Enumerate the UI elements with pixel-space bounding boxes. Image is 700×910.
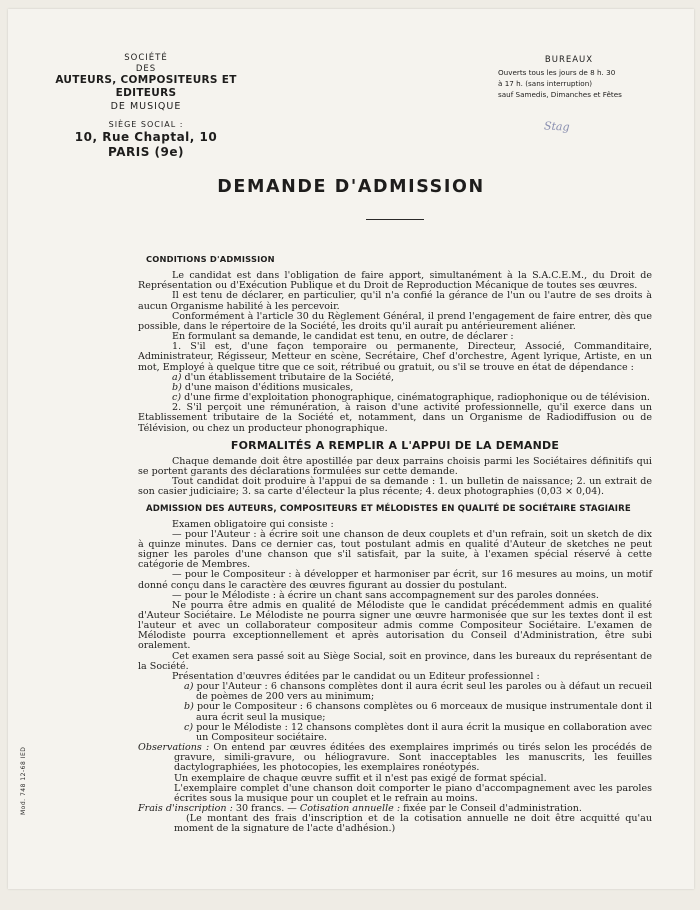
admission-list-item: b) pour le Compositeur : 6 chansons complètes ou 6 morceaux de musique instrumentale dont il aura écrit seul la musique; [184,701,652,723]
conditions-paragraph: Conformément à l'article 30 du Règlement Général, il prend l'engagement de faire entrer, dès que possible, dans le répertoire de la Société, les droits qu'il aurait pu antérieurement aliéner. [138,310,652,332]
conditions-list-item: b) d'une maison d'éditions musicales, [172,381,354,393]
conditions-list-item: c) d'une firme d'exploitation phonographique, cinématographique, radiophonique ou de télévision. [172,392,650,404]
admission-paragraph: Présentation d'œuvres éditées par le candidat ou un Editeur professionnel : [172,670,540,682]
header-address: 10, Rue Chaptal, 10 [74,130,218,145]
office-title: BUREAUX [544,55,594,65]
formalites-paragraph: Chaque demande doit être apostillée par deux parrains choisis parmi les Sociétaires définitifs qui se portent garants des déclarations formulées sur cette demande. [138,455,652,477]
title-divider [366,219,424,220]
conditions-paragraph: 2. S'il perçoit une rémunération, à raison d'une activité professionnelle, qu'il exerce dans un Etablissement tributaire de la Société et, notamment, dans un Organisme de Radiodiffusion ou de Télévision, ou chez un producteur phonographique. [138,402,652,434]
formalites-heading: FORMALITÉS A REMPLIR A L'APPUI DE LA DEMANDE [230,438,560,452]
admission-paragraph: Ne pourra être admis en qualité de Mélodiste que le candidat précédemment admis en qualité d'Auteur Sociétaire. Le Mélodiste ne pourra signer une œuvre harmonisée que sur les textes dont il est l'auteur et avec un collaborateur compositeur admis comme Compositeur Sociétaire. L'examen de Mélodiste pourra exceptionnellement et après autorisation du Conseil d'Administration, être subi oralement. [138,599,652,652]
admission-paragraph: — pour l'Auteur : à écrire soit une chanson de deux couplets et d'un refrain, soit un sketch de dix à quinze minutes. Dans ce dernier cas, tout postulant admis en qualité d'Auteur de sketches ne peut signer les paroles d'une chanson que s'il satisfait, par la suite, à l'examen spécial réservé à cette catégorie de Membres. [138,528,652,571]
conditions-paragraph: 1. S'il est, d'une façon temporaire ou permanente, Directeur, Associé, Commanditaire, Administrateur, Régisseur, Metteur en scène, Secrétaire, Chef d'orchestre, Agent lyrique, Artiste, en un mot, Employé à quelque titre que ce soit, rétribué ou gratuit, ou s'il se trouve en état de dépendance : [138,341,652,373]
contribution-label: Cotisation annuelle : [299,802,401,814]
document-page [8,9,694,889]
admission-paragraph: — pour le Compositeur : à développer et harmoniser par écrit, sur 16 mesures au moins, un motif donné conçu dans le caractère des œuvres figurant au dossier du postulant. [138,569,652,591]
document-body [138,252,652,834]
admission-list-item: c) pour le Mélodiste : 12 chansons complètes dont il aura écrit la musique en collaboration avec un Compositeur sociétaire. [184,721,652,743]
page-title: DEMANDE D'ADMISSION [217,177,485,197]
observations-paragraph: Observations : On entend par œuvres éditées des exemplaires imprimés ou tirés selon les procédés de gravure, simili-gravure, ou héliogravure. Sont inacceptables les manuscrits, les feuilles dactylographiées, les photocopies, les exemplaires ronéotypés. [138,742,652,774]
conditions-paragraph: En formulant sa demande, le candidat est tenu, en outre, de déclarer : [172,331,514,343]
office-hours-line3: sauf Samedis, Dimanches et Fêtes [498,90,622,100]
header-de-musique: DE MUSIQUE [110,100,182,112]
header-society-name: AUTEURS, COMPOSITEURS ET EDITEURS [55,74,237,100]
header-line-societe: SOCIÉTÉ [124,53,168,63]
admission-list-item: a) pour l'Auteur : 6 chansons complètes dont il aura écrit seul les paroles ou à défaut un recueil de poèmes de 200 vers au minimum; [184,681,652,703]
handwritten-stamp: Stag [543,119,570,134]
header-city: PARIS (9e) [108,145,184,160]
admission-paragraph: Examen obligatoire qui consiste : [172,518,334,530]
conditions-heading: CONDITIONS D'ADMISSION [146,254,275,264]
fees-label: Frais d'inscription : [138,802,233,814]
header-line-des: DES [135,63,157,74]
admission-paragraph: Cet examen sera passé soit au Siège Social, soit en province, dans les bureaux du représentant de la Société. [138,650,652,672]
office-hours-block [494,54,664,101]
observations-paragraph: Un exemplaire de chaque œuvre suffit et il n'est pas exigé de format spécial. [174,772,547,784]
society-header [48,53,244,160]
form-code: Mod. 748 12-68 IED [20,746,27,815]
conditions-paragraph: Il est tenu de déclarer, en particulier, qu'il n'a confié la gérance de l'un ou l'autre de ses droits à aucun Organisme habilité à les percevoir. [138,290,652,312]
fees-line: Frais d'inscription : 30 francs. — Cotisation annuelle : fixée par le Conseil d'administration. [138,802,582,814]
observations-label: Observations : [138,742,210,754]
conditions-list-item: a) d'un établissement tributaire de la Société, [172,371,395,383]
conditions-paragraph: Le candidat est dans l'obligation de faire apport, simultanément à la S.A.C.E.M., du Droit de Représentation ou d'Exécution Publique et du Droit de Reproduction Mécanique de toutes ses œuvres. [138,270,652,292]
admission-heading: ADMISSION DES AUTEURS, COMPOSITEURS ET MÉLODISTES EN QUALITÉ DE SOCIÉTAIRE STAGIAIRE [146,504,631,515]
header-seat-label: SIÈGE SOCIAL : [108,120,184,130]
formalites-paragraph: Tout candidat doit produire à l'appui de sa demande : 1. un bulletin de naissance; 2. un extrait de son casier judiciaire; 3. sa carte d'électeur la plus récente; 4. deux photographies (0,03 × 0,04). [138,476,652,498]
observations-paragraph: L'exemplaire complet d'une chanson doit comporter le piano d'accompagnement avec les paroles écrites sous la musique pour un couplet et le refrain au moins. [174,782,652,804]
office-hours-line2: à 17 h. (sans interruption) [498,79,593,89]
office-hours-line1: Ouverts tous les jours de 8 h. 30 [498,68,616,78]
admission-paragraph: — pour le Mélodiste : à écrire un chant sans accompagnement sur des paroles données. [172,589,599,601]
fees-note: (Le montant des frais d'inscription et de la cotisation annuelle ne doit être acquitté qu'au moment de la signature de l'acte d'adhésion.) [174,813,652,835]
